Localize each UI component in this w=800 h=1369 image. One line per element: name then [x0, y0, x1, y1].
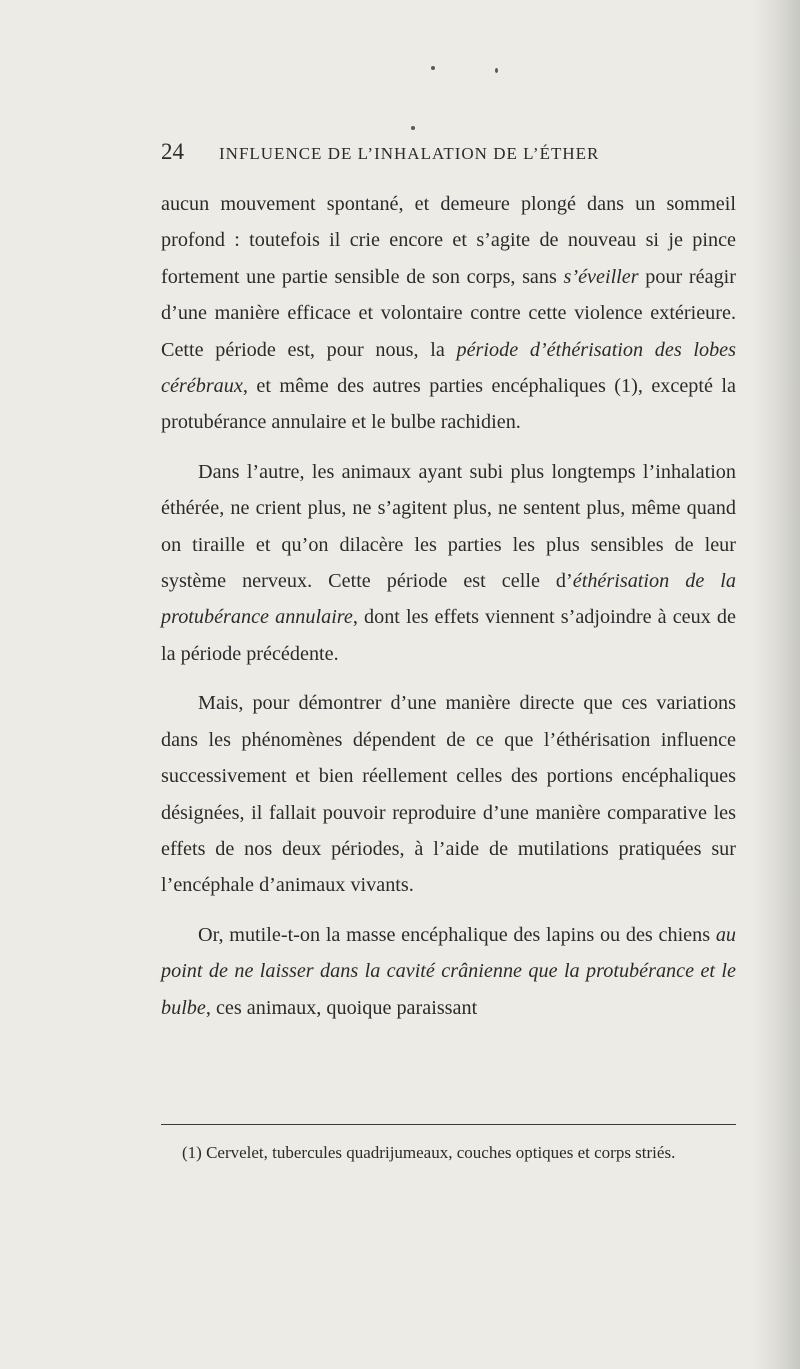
running-title: INFLUENCE DE L’INHALATION DE L’ÉTHER: [219, 144, 600, 163]
print-speck: [431, 66, 435, 70]
italic-segment: s’éveiller: [563, 265, 639, 288]
print-speck: [495, 68, 498, 73]
text-segment: Mais, pour démontrer d’une manière directe que ces variations dans les phénomènes dépendent de ce que l’éthérisation influence successivement et bien réellement celles des portions encéphaliques désignées, il fallait pouvoir reproduire d’une manière comparative les effets de nos deux périodes, à l’aide de mutilations pratiquées sur l’encéphale d’animaux vivants.: [161, 692, 736, 897]
italic-segment: au point de ne laisser dans la cavité crânienne que la protubérance et le bulbe: [161, 923, 736, 1019]
text-segment: pour réagir d’une manière efficace et volontaire contre cette violence extérieure. Cette période est, pour nous, la: [161, 265, 736, 361]
text-segment: aucun mouvement spontané, et demeure plongé dans un sommeil profond : toutefois il crie encore et s’agite de nouveau si je pince fortement une partie sensible de son corps, sans: [161, 193, 736, 288]
footnote-rule: [161, 1124, 736, 1125]
italic-segment: éthérisation de la protubérance annulaire: [161, 570, 737, 629]
paragraph-1: [161, 186, 736, 441]
text-segment: Dans l’autre, les animaux ayant subi plus longtemps l’inhalation éthérée, ne crient plus, ne s’agitent plus, ne sentent plus, même quand on tiraille et qu’on dilacère les parties les plus sensibles de leur système nerveux. Cette période est celle d’: [161, 460, 736, 593]
paragraph-4: [161, 917, 736, 1026]
page-number: 24: [161, 139, 184, 164]
print-speck: [411, 126, 415, 130]
body-text: [161, 186, 736, 1026]
page-edge-shadow: [754, 0, 800, 1369]
running-header: [161, 139, 781, 171]
text-segment: , dont les effets viennent s’adjoindre à ceux de la période précédente.: [161, 606, 736, 665]
footnote: (1) Cervelet, tubercules quadrijumeaux, couches optiques et corps striés.: [182, 1143, 676, 1162]
text-segment: Or, mutile-t-on la masse encéphalique des lapins ou des chiens: [198, 923, 716, 946]
paragraph-2: [161, 454, 736, 672]
italic-segment: période d’éthérisation des lobes cérébraux: [161, 338, 736, 398]
text-segment: , et même des autres parties encéphaliques (1), excepté la protubérance annulaire et le bulbe rachidien.: [161, 375, 736, 434]
text-segment: , ces animaux, quoique paraissant: [205, 996, 478, 1019]
paragraph-3: [161, 685, 736, 903]
